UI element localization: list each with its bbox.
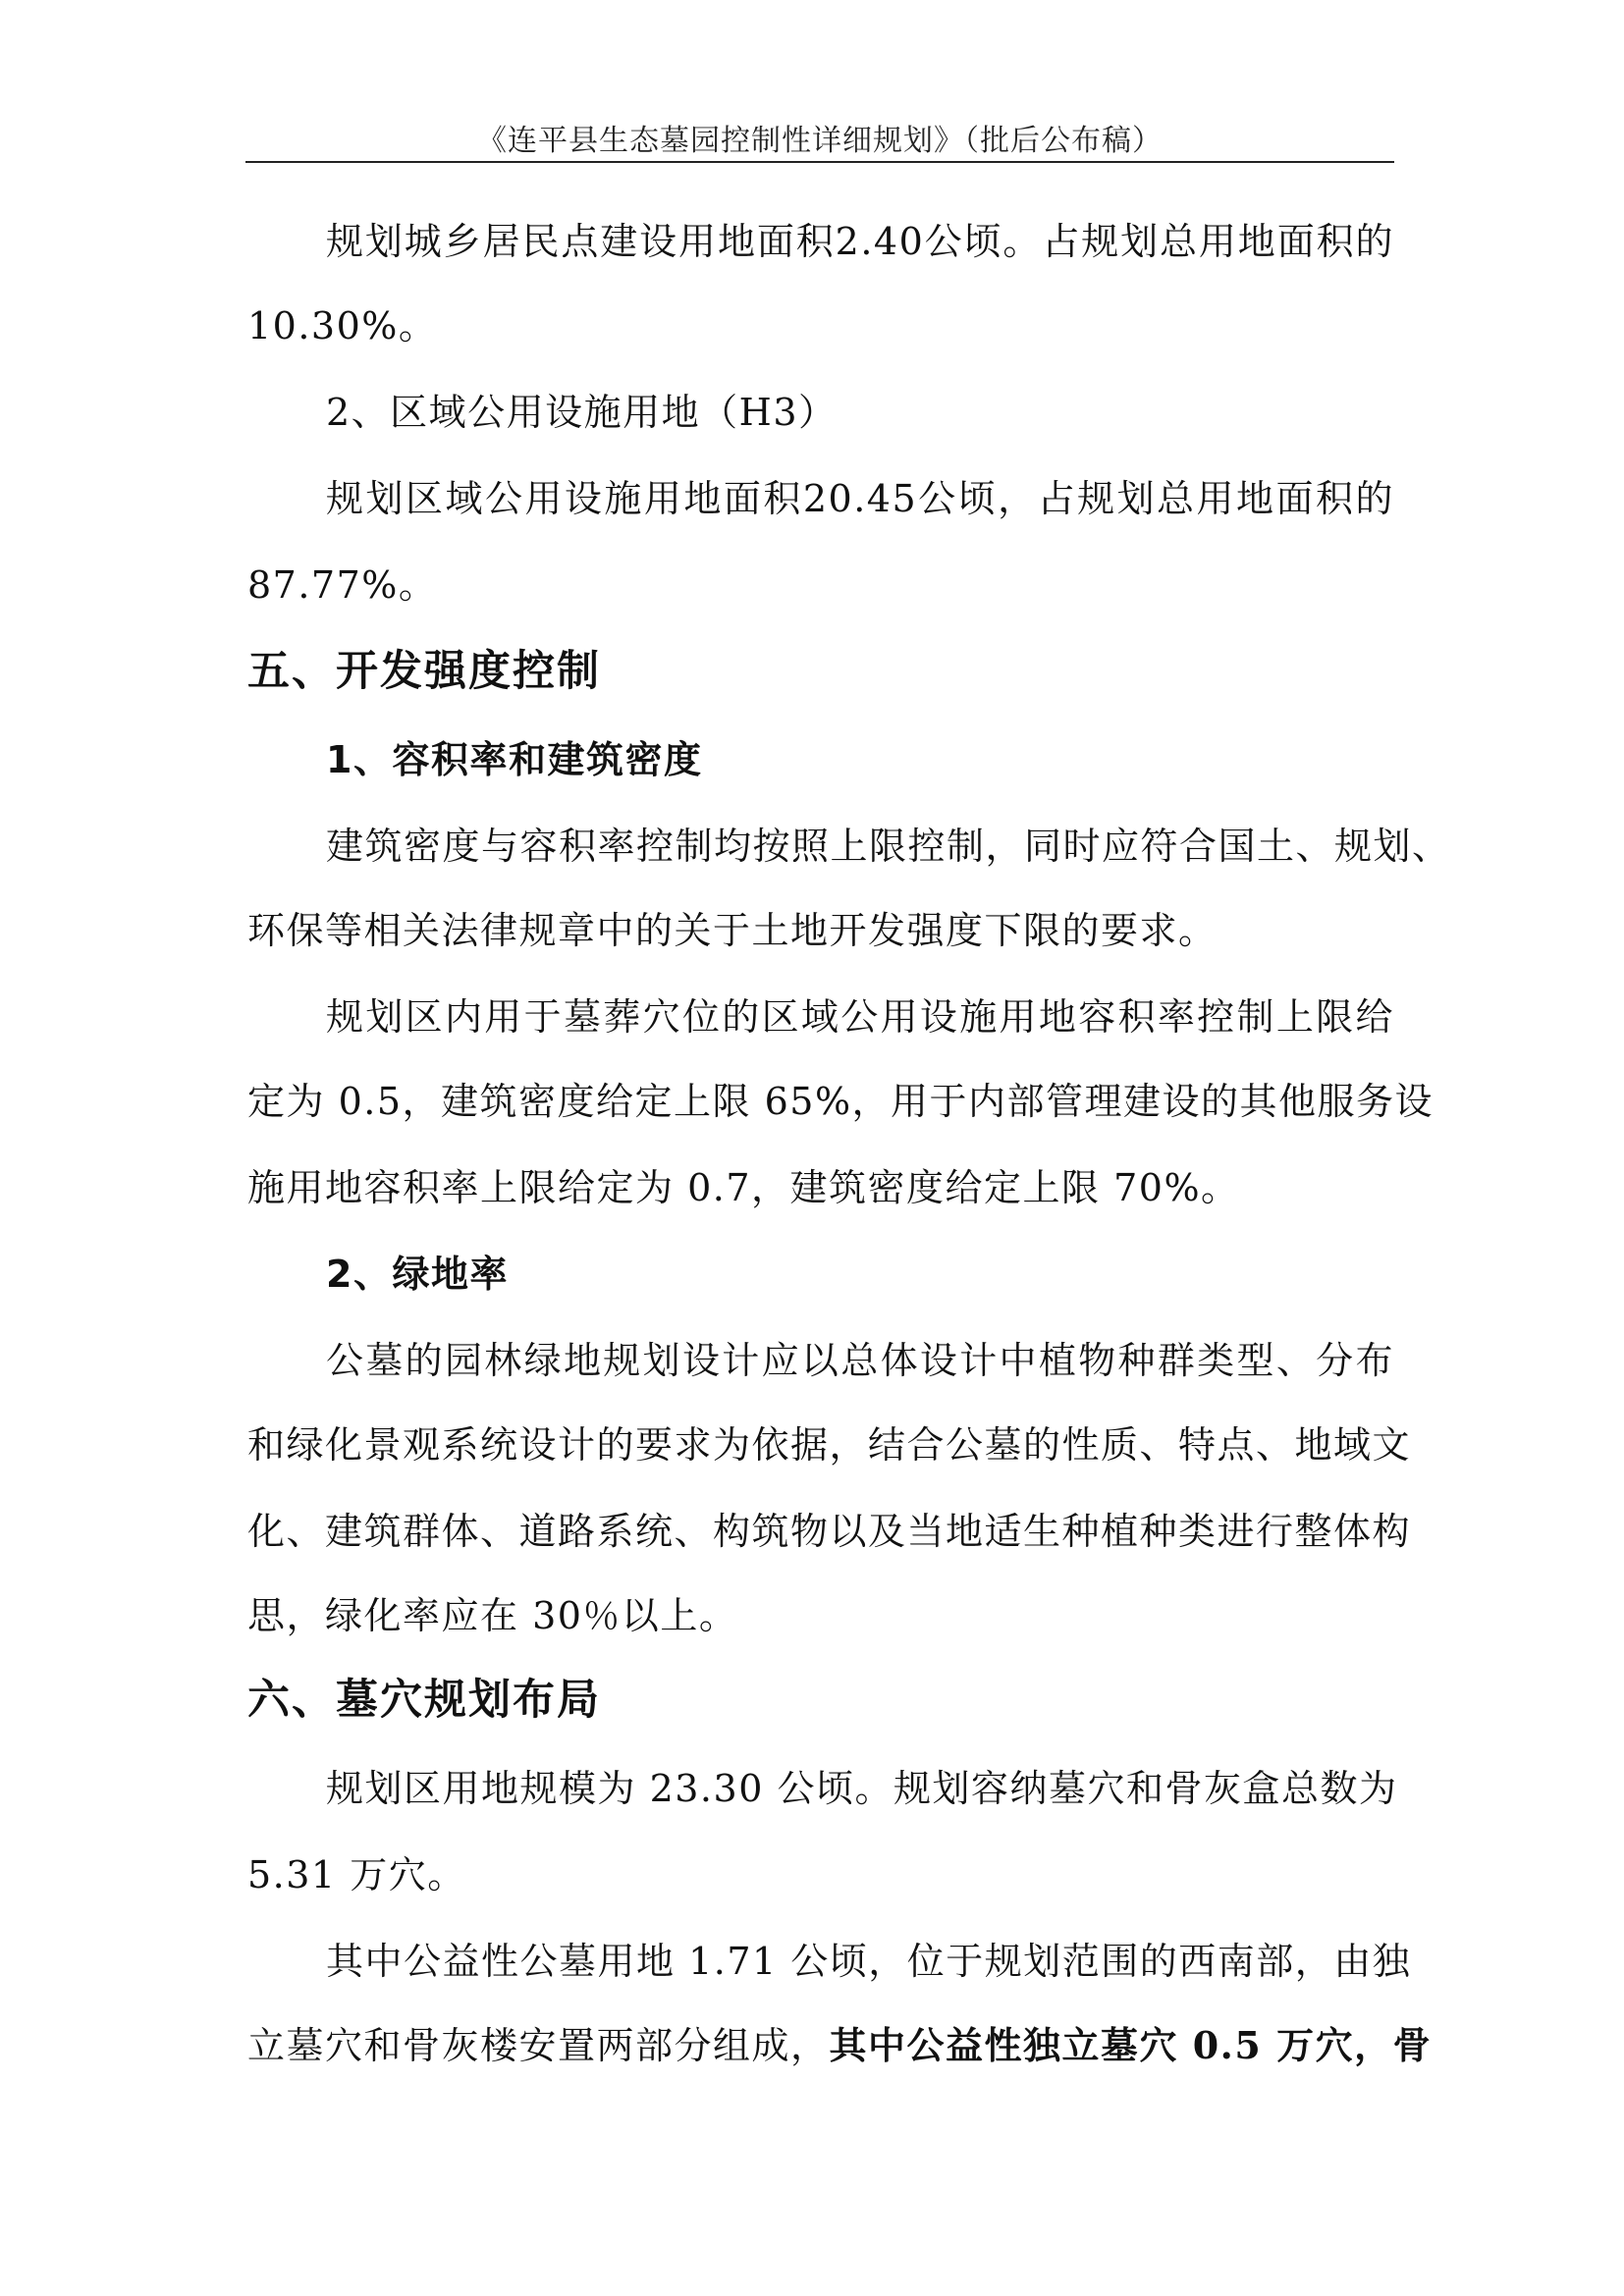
subsection-heading-5-2: 2、绿地率 xyxy=(326,1253,509,1296)
paragraph-line: 施用地容积率上限给定为 0.7，建筑密度给定上限 70%。 xyxy=(247,1166,1240,1209)
section-heading-6: 六、墓穴规划布局 xyxy=(247,1676,601,1725)
paragraph-line: 规划区内用于墓葬穴位的区域公用设施用地容积率控制上限给 xyxy=(326,995,1394,1039)
paragraph-line: 其中公益性公墓用地 1.71 公顷，位于规划范围的西南部，由独 xyxy=(326,1940,1412,1983)
paragraph-line: 环保等相关法律规章中的关于土地开发强度下限的要求。 xyxy=(247,909,1218,952)
paragraph-line: 87.77%。 xyxy=(247,563,438,607)
paragraph-line: 规划区用地规模为 23.30 公顷。规划容纳墓穴和骨灰盒总数为 xyxy=(326,1767,1398,1810)
emphasized-text: 其中公益性独立墓穴 0.5 万穴，骨 xyxy=(829,2023,1433,2067)
paragraph-line: 公墓的园林绿地规划设计应以总体设计中植物种群类型、分布 xyxy=(326,1339,1394,1382)
paragraph-line-mixed xyxy=(247,2022,1433,2069)
header-divider xyxy=(245,161,1394,163)
paragraph-text: 立墓穴和骨灰楼安置两部分组成， xyxy=(247,2024,830,2067)
page-header-title: 《连平县生态墓园控制性详细规划》（批后公布稿） xyxy=(477,124,1163,158)
paragraph-line: 建筑密度与容积率控制均按照上限控制，同时应符合国土、规划、 xyxy=(326,825,1451,868)
paragraph-line: 定为 0.5，建筑密度给定上限 65%，用于内部管理建设的其他服务设 xyxy=(247,1080,1435,1123)
section-subtitle-h3: 2、区域公用设施用地（H3） xyxy=(326,391,838,434)
paragraph-line: 规划城乡居民点建设用地面积2.40公顷。占规划总用地面积的 xyxy=(326,220,1394,263)
paragraph-line: 思，绿化率应在 30％以上。 xyxy=(247,1594,738,1637)
paragraph-line: 和绿化景观系统设计的要求为依据，结合公墓的性质、特点、地域文 xyxy=(247,1423,1412,1467)
paragraph-line: 规划区域公用设施用地面积20.45公顷，占规划总用地面积的 xyxy=(326,477,1394,520)
section-heading-5: 五、开发强度控制 xyxy=(247,647,601,696)
paragraph-line: 10.30%。 xyxy=(247,304,438,347)
subsection-heading-5-1: 1、容积率和建筑密度 xyxy=(326,738,703,781)
paragraph-line: 5.31 万穴。 xyxy=(247,1853,466,1896)
paragraph-line: 化、建筑群体、道路系统、构筑物以及当地适生种植种类进行整体构 xyxy=(247,1510,1412,1553)
